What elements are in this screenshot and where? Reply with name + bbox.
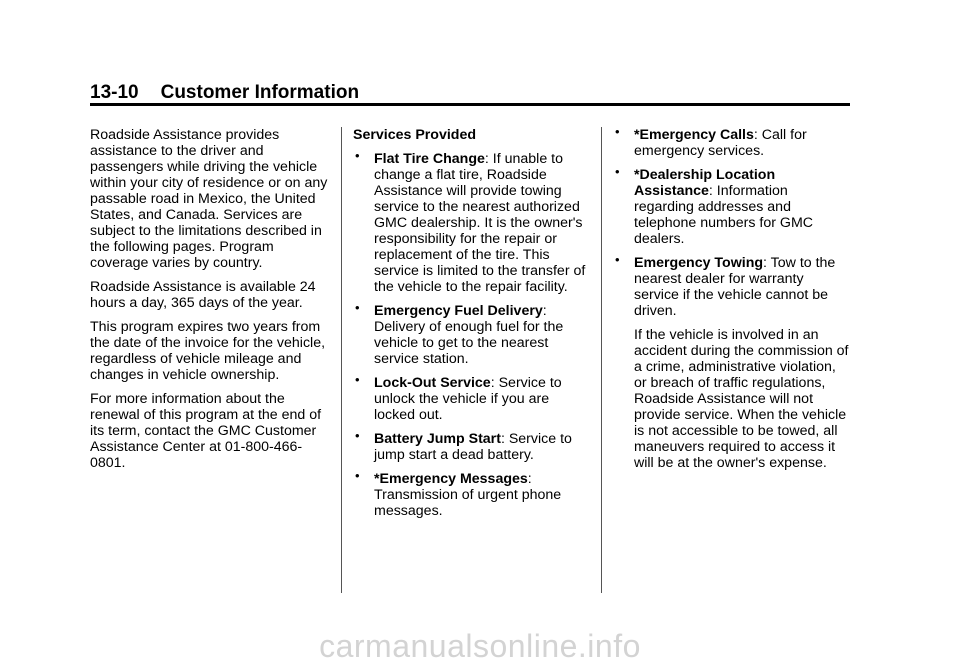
bullet-icon: •	[615, 124, 620, 139]
paragraph-availability: Roadside Assistance is available 24 hours a day, 365 days of the year.	[90, 279, 316, 311]
service-term: Lock-Out Service	[374, 375, 491, 391]
paragraph-intro: Roadside Assistance provides assistance to the driver and passengers while driving the vehicle within your city of residence or on any passable road in Mexico, the United States, and Canada. Services are subject to the limitations described in the following pages. Program coverage varies by country.	[90, 127, 328, 271]
list-item	[353, 428, 593, 463]
services-heading: Services Provided	[353, 127, 477, 143]
service-term: Battery Jump Start	[374, 431, 501, 447]
column-divider-2	[601, 127, 602, 593]
service-description: : Service to unlock the vehicle if you are locked out.	[374, 375, 562, 423]
service-term: *Emergency Messages	[374, 471, 528, 487]
list-item	[353, 468, 593, 519]
paragraph-expiration: This program expires two years from the date of the invoice for the vehicle, regardless of vehicle mileage and changes in vehicle ownership.	[90, 319, 326, 383]
watermark: carmanualsonline.info	[319, 628, 641, 664]
service-description: : Transmission of urgent phone messages.	[374, 471, 562, 519]
column-divider-1	[341, 127, 342, 593]
list-item	[613, 164, 849, 247]
services-list	[353, 148, 593, 519]
column-3	[613, 124, 849, 479]
list-item	[353, 300, 593, 367]
list-item	[613, 124, 849, 159]
service-term: Emergency Fuel Delivery	[374, 303, 543, 319]
bullet-icon: •	[355, 468, 360, 483]
list-item	[613, 252, 849, 319]
list-item	[353, 372, 593, 423]
column-2	[353, 127, 593, 527]
bullet-icon: •	[615, 252, 620, 267]
service-description: : Delivery of enough fuel for the vehicle to get to the nearest service station.	[374, 303, 564, 367]
section-title: Customer Information	[160, 82, 360, 103]
list-item	[353, 148, 593, 295]
service-description: : Information regarding addresses and telephone numbers for GMC dealers.	[634, 183, 814, 247]
service-term: *Emergency Calls	[634, 127, 754, 143]
page-number: 13-10	[90, 82, 139, 103]
paragraph-contact: For more information about the renewal of this program at the end of its term, contact the GMC Customer Assistance Center at 01-800-466-0801.	[90, 391, 322, 471]
header-rule	[90, 103, 850, 106]
service-description: : Call for emergency services.	[634, 127, 807, 159]
service-description: : Tow to the nearest dealer for warranty service if the vehicle cannot be driven.	[634, 255, 836, 319]
bullet-icon: •	[355, 148, 360, 163]
bullet-icon: •	[355, 428, 360, 443]
accident-note: If the vehicle is involved in an accident during the commission of a crime, administrative violation, or breach of traffic regulations, Roadside Assistance will not provide service. When the vehicle is not accessible to be towed, all maneuvers required to access it will be at the owner's expense.	[634, 327, 849, 471]
services-list-continued	[613, 124, 849, 319]
column-1	[90, 127, 335, 479]
service-term: *Dealership Location Assistance	[634, 167, 776, 199]
service-description: : Service to jump start a dead battery.	[374, 431, 572, 463]
service-term: Emergency Towing	[634, 255, 764, 271]
bullet-icon: •	[355, 372, 360, 387]
page-header	[90, 81, 359, 105]
bullet-icon: •	[615, 164, 620, 179]
bullet-icon: •	[355, 300, 360, 315]
service-term: Flat Tire Change	[374, 151, 485, 167]
service-description: : If unable to change a flat tire, Roadside Assistance will provide towing service to the nearest authorized GMC dealership. It is the owner's responsibility for the repair or replacement of the tire. This service is limited to the transfer of the vehicle to the repair facility.	[374, 151, 586, 295]
